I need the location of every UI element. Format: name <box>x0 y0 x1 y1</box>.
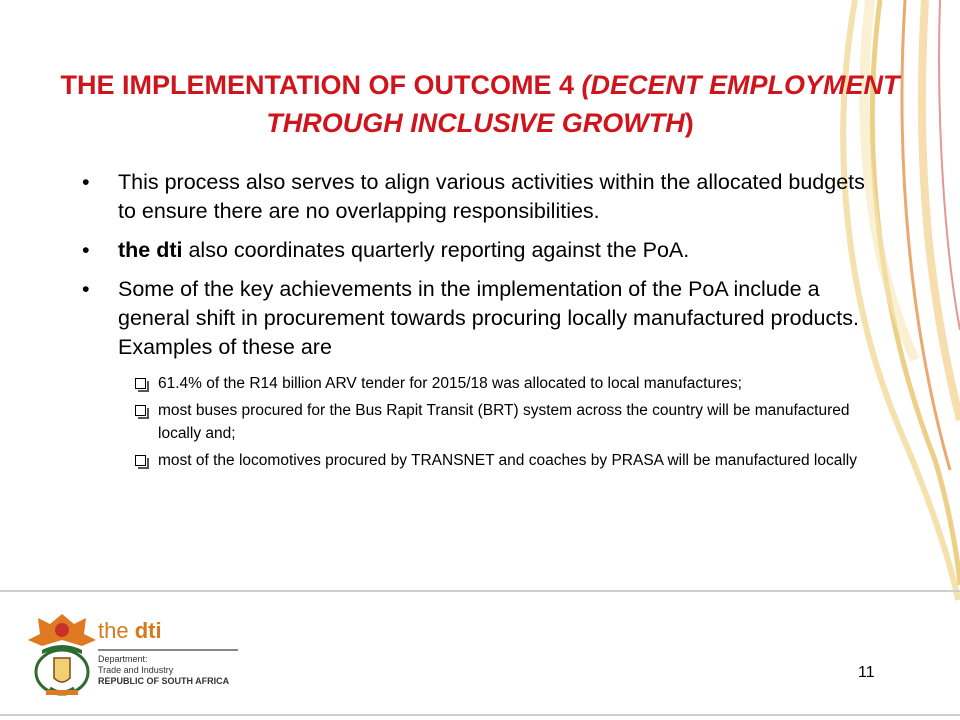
bullet-text: also coordinates quarterly reporting against the PoA. <box>182 238 690 262</box>
checkbox-bullet-icon <box>135 378 146 389</box>
sub-bullet-text: most of the locomotives procured by TRANSNET and coaches by PRASA will be manufactured locally <box>158 452 857 469</box>
country-name: REPUBLIC OF SOUTH AFRICA <box>98 676 230 686</box>
sub-bullet-item <box>80 449 880 472</box>
coat-of-arms-icon <box>26 610 98 698</box>
bullet-marker: • <box>82 170 90 194</box>
page-number: 11 <box>858 664 875 681</box>
dti-logo-text <box>98 618 162 644</box>
logo-divider <box>98 649 238 651</box>
sub-bullet-item <box>80 399 880 445</box>
slide-body <box>80 168 880 476</box>
checkbox-bullet-icon <box>135 405 146 416</box>
title-text-main: THE IMPLEMENTATION OF OUTCOME 4 <box>60 70 582 100</box>
bullet-bold-text: the dti <box>118 238 183 262</box>
slide-title <box>60 66 900 142</box>
bullet-text: Some of the key achievements in the implementation of the PoA include a general shift in procurement towards procuring locally manufactured products. Examples of these are <box>118 277 859 359</box>
checkbox-bullet-icon <box>135 455 146 466</box>
sub-bullet-text: 61.4% of the R14 billion ARV tender for 2015/18 was allocated to local manufactures; <box>158 375 742 392</box>
bullet-marker: • <box>82 277 90 301</box>
bullet-item <box>80 236 880 265</box>
title-text-italic: (DECENT EMPLOYMENT THROUGH INCLUSIVE GROWTH <box>266 70 900 138</box>
logo-dti: dti <box>134 618 162 643</box>
dept-line-1: Department: <box>98 654 148 664</box>
bullet-marker: • <box>82 238 90 262</box>
bullet-item <box>80 275 880 362</box>
footer-divider <box>0 590 960 592</box>
logo-the: the <box>98 618 135 643</box>
bullet-text: This process also serves to align various activities within the allocated budgets to ensure there are no overlapping responsibilities. <box>118 170 865 223</box>
sub-bullet-item <box>80 372 880 395</box>
bottom-divider <box>0 714 960 716</box>
title-text-close: ) <box>684 108 694 138</box>
sub-bullet-text: most buses procured for the Bus Rapit Transit (BRT) system across the country will be manufactured locally and; <box>158 402 850 442</box>
dept-line-2: Trade and Industry <box>98 665 174 675</box>
bullet-item <box>80 168 880 226</box>
department-name <box>98 654 173 676</box>
